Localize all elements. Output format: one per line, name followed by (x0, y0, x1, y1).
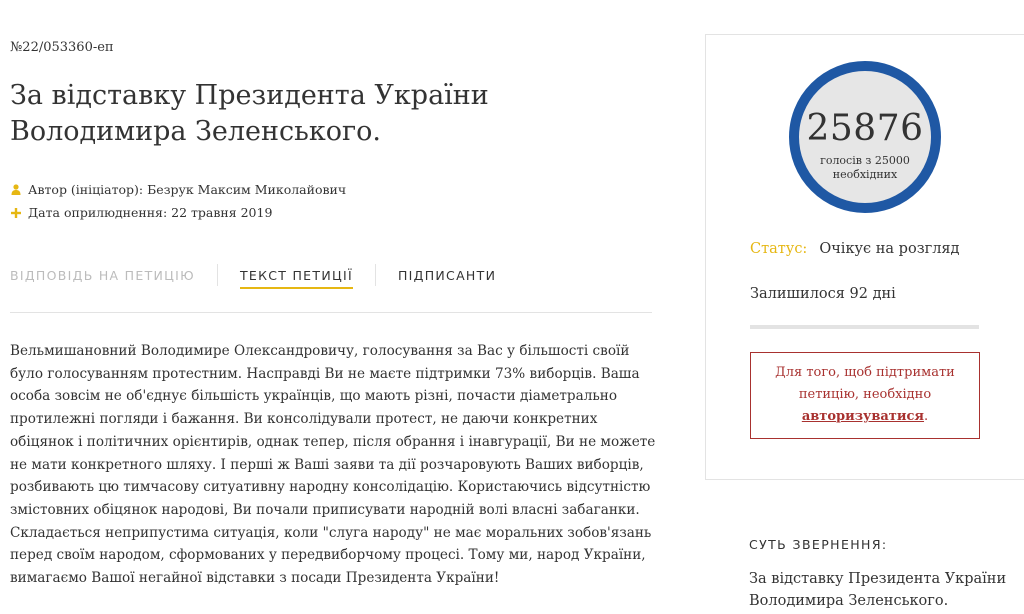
auth-text: Для того, щоб підтримати петицію, необхідно (775, 365, 955, 402)
tab-divider (375, 264, 376, 286)
tab-divider (217, 264, 218, 286)
author-label: Автор (ініціатор): Безрук Максим Миколайович (28, 182, 347, 197)
vote-count: 25876 (806, 108, 924, 149)
auth-period: . (924, 409, 929, 424)
status-label: Статус: (750, 241, 808, 257)
summary-text: За відставку Президента України Володимира Зеленського. (749, 571, 1007, 609)
user-icon (10, 184, 22, 196)
tab-signers[interactable]: ПІДПИСАНТИ (397, 268, 497, 283)
petition-tabs (10, 262, 652, 313)
days-remaining: Залишилося 92 дні (750, 286, 896, 302)
auth-link[interactable]: авторизуватися (801, 409, 925, 424)
summary-heading: СУТЬ ЗВЕРНЕННЯ: (749, 537, 888, 552)
petition-number: №22/053360-еп (10, 40, 114, 55)
date-label: Дата оприлюднення: 22 травня 2019 (28, 205, 273, 220)
status-row (750, 241, 960, 257)
petition-text: Вельмишановний Володимире Олександровичу, голосування за Вас у більшості своїй було голосуванням протестним. Насправді Ви не маєте підтримки 73% виборців. Ваша особа зовсім не об'єднує більшість українців, що мають різні, почасти діаметрально протилежні погляди і бажання. Ви консолідували протест, не даючи конкретних обіцянок і політичних орієнтирів, однак тепер, після обрання і інавгурації, Ви не можете не мати конкретного шляху. І перші ж Ваші заяви та дії розчаровують Ваших виборців, розбивають цю тимчасову ситуативну народну консолідацію. Користаючись відсутністю змістовних обіцянок народові, Ви почали приписувати народній волі власні забаганки. Складається неприпустима ситуація, коли "слуга народу" не має моральних зобов'язань перед своїм народом, сформованих у передвиборчому процесі. Тому ми, народ України, вимагаємо Вашої негайної відставки з посади Президента України! (10, 343, 656, 587)
date-meta (10, 205, 272, 220)
tab-petition-text[interactable]: ТЕКСТ ПЕТИЦІЇ (240, 262, 353, 289)
petition-title: За відставку Президента України Володимира Зеленського. (10, 80, 489, 147)
auth-notice (750, 352, 980, 439)
progress-fill (750, 325, 979, 329)
author-meta (10, 182, 346, 197)
vote-counter (789, 61, 941, 213)
tab-response[interactable]: ВІДПОВІДЬ НА ПЕТИЦІЮ (10, 268, 195, 283)
progress-bar (750, 325, 979, 329)
vote-count-label: голосів з 25000 необхідних (820, 154, 910, 181)
plus-icon (10, 207, 22, 219)
status-value: Очікує на розгляд (819, 241, 960, 257)
petition-sidebar (705, 34, 1024, 480)
